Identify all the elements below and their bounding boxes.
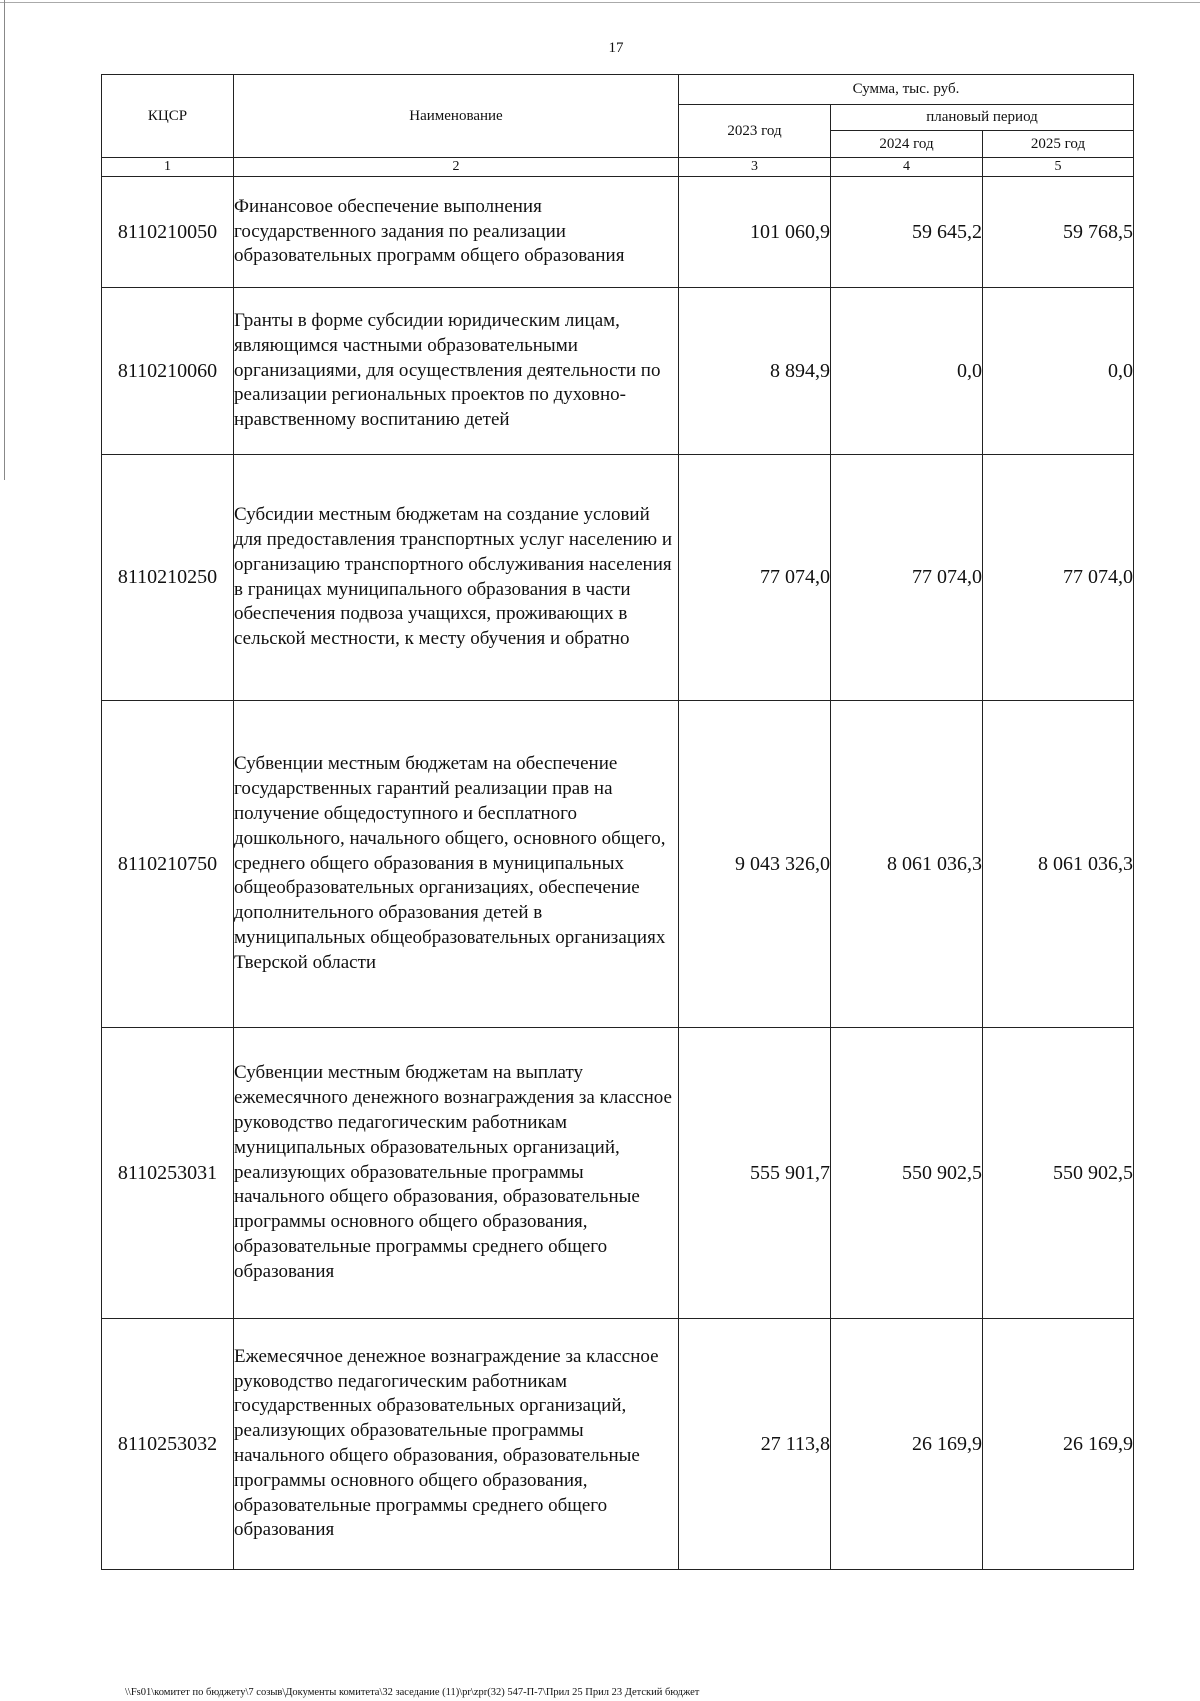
column-number: 5 — [983, 158, 1134, 177]
row-name: Ежемесячное денежное вознаграждение за классное руководство педагогическим работникам государственных образовательных организаций, реализующих образовательные программы начального общего образования, образовательные программы основного общего образования, образовательные программы среднего общего образования — [234, 1319, 679, 1570]
header-year-2024: 2024 год — [831, 131, 983, 158]
row-amount-2025: 77 074,0 — [983, 455, 1134, 701]
header-planning-period: плановый период — [831, 105, 1134, 131]
row-amount-2023: 555 901,7 — [679, 1028, 831, 1319]
table-row — [102, 177, 1134, 288]
row-name: Субсидии местным бюджетам на создание условий для предоставления транспортных услуг населению и организацию транспортного обслуживания населения в границах муниципального образования в части обеспечения подвоза учащихся, проживающих в сельской местности, к месту обучения и обратно — [234, 455, 679, 701]
row-amount-2023: 8 894,9 — [679, 288, 831, 455]
column-number: 3 — [679, 158, 831, 177]
header-name: Наименование — [234, 75, 679, 158]
row-amount-2023: 9 043 326,0 — [679, 701, 831, 1028]
row-amount-2024: 59 645,2 — [831, 177, 983, 288]
table-row — [102, 455, 1134, 701]
row-amount-2024: 0,0 — [831, 288, 983, 455]
row-amount-2025: 550 902,5 — [983, 1028, 1134, 1319]
table-row — [102, 1028, 1134, 1319]
column-number: 4 — [831, 158, 983, 177]
row-code: 8110210750 — [102, 701, 234, 1028]
row-name: Гранты в форме субсидии юридическим лицам, являющимся частными образовательными организациями, для осуществления деятельности по реализации региональных проектов по духовно-нравственному воспитанию детей — [234, 288, 679, 455]
header-code: КЦСР — [102, 75, 234, 158]
row-amount-2024: 26 169,9 — [831, 1319, 983, 1570]
row-amount-2025: 26 169,9 — [983, 1319, 1134, 1570]
row-amount-2024: 550 902,5 — [831, 1028, 983, 1319]
row-name: Финансовое обеспечение выполнения государственного задания по реализации образовательных программ общего образования — [234, 177, 679, 288]
footer-file-path: \\Fs01\комитет по бюджету\7 созыв\Документы комитета\32 заседание (11)\pr\zpr(32) 547-П-7\Прил 25 Прил 23 Детский бюджет — [125, 1687, 700, 1698]
row-code: 8110210050 — [102, 177, 234, 288]
row-code: 8110253031 — [102, 1028, 234, 1319]
page-number: 17 — [608, 40, 624, 56]
row-amount-2025: 0,0 — [983, 288, 1134, 455]
table-row — [102, 1319, 1134, 1570]
table-row — [102, 288, 1134, 455]
row-name: Субвенции местным бюджетам на обеспечение государственных гарантий реализации прав на получение общедоступного и бесплатного дошкольного, начального общего, основного общего, среднего общего образования в муниципальных общеобразовательных организациях, обеспечение дополнительного образования детей в муниципальных общеобразовательных организациях Тверской области — [234, 701, 679, 1028]
table-row — [102, 701, 1134, 1028]
column-number: 2 — [234, 158, 679, 177]
budget-table — [101, 74, 1134, 1570]
row-code: 8110210060 — [102, 288, 234, 455]
row-amount-2023: 101 060,9 — [679, 177, 831, 288]
scan-edge-top — [0, 2, 1200, 3]
header-year-2025: 2025 год — [983, 131, 1134, 158]
row-code: 8110253032 — [102, 1319, 234, 1570]
row-code: 8110210250 — [102, 455, 234, 701]
header-amount-group: Сумма, тыс. руб. — [679, 75, 1134, 105]
row-amount-2024: 8 061 036,3 — [831, 701, 983, 1028]
scan-edge-left — [4, 0, 5, 480]
column-number: 1 — [102, 158, 234, 177]
row-amount-2025: 59 768,5 — [983, 177, 1134, 288]
row-amount-2023: 77 074,0 — [679, 455, 831, 701]
row-name: Субвенции местным бюджетам на выплату ежемесячного денежного вознаграждения за классное руководство педагогическим работникам муниципальных образовательных организаций, реализующих образовательные программы начального общего образования, образовательные программы основного общего образования, образовательные программы среднего общего образования — [234, 1028, 679, 1319]
row-amount-2025: 8 061 036,3 — [983, 701, 1134, 1028]
row-amount-2024: 77 074,0 — [831, 455, 983, 701]
row-amount-2023: 27 113,8 — [679, 1319, 831, 1570]
header-year-2023: 2023 год — [679, 105, 831, 158]
